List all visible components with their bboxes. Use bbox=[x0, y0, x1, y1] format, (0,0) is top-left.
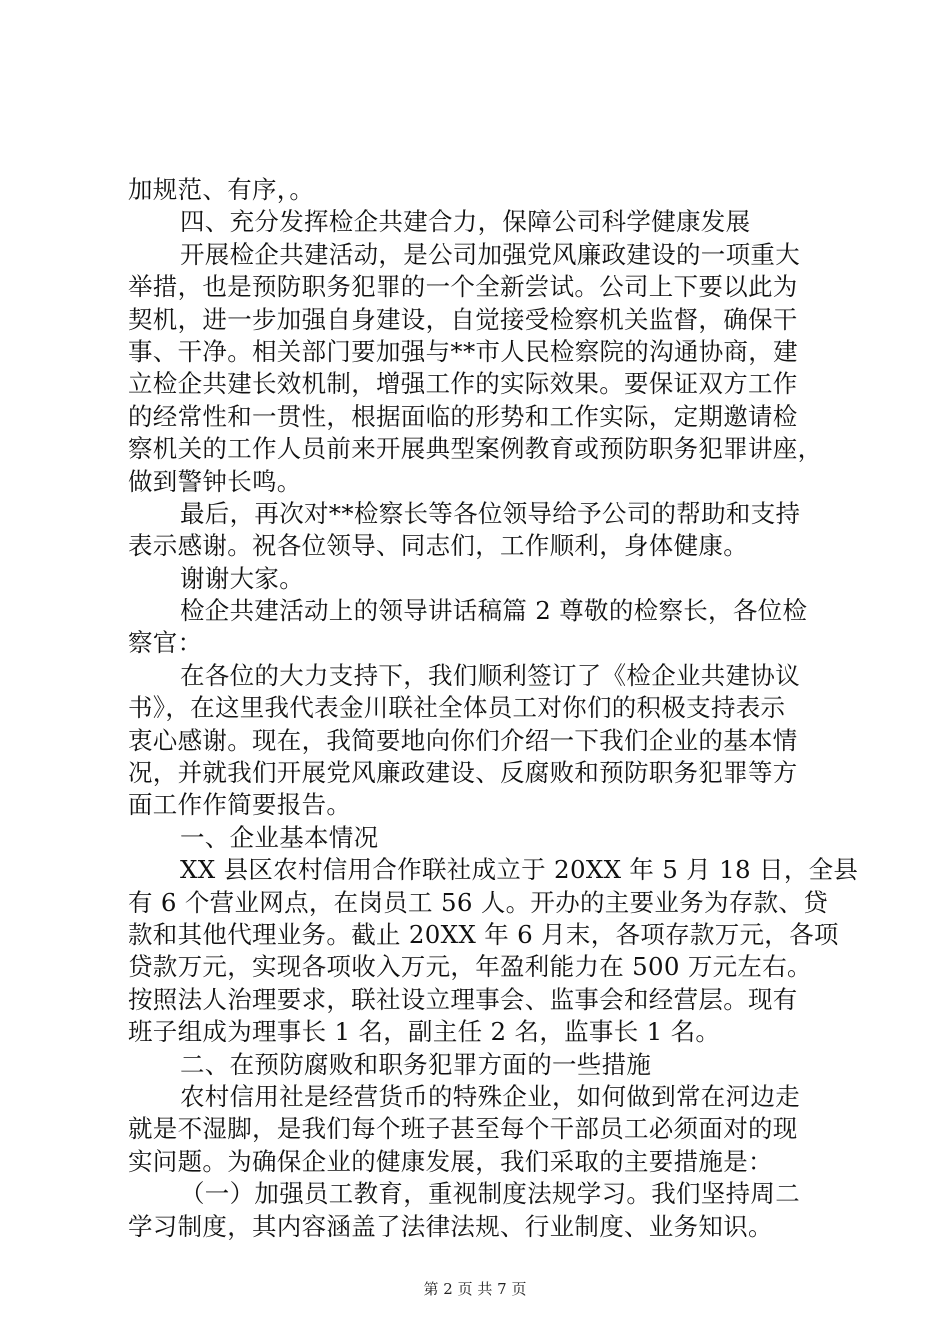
text-line: 察机关的工作人员前来开展典型案例教育或预防职务犯罪讲座， bbox=[128, 434, 823, 464]
text-line: 最后，再次对**检察长等各位领导给予公司的帮助和支持 bbox=[180, 498, 801, 528]
text-line: XX 县区农村信用合作联社成立于 20XX 年 5 月 18 日，全县 bbox=[180, 855, 859, 885]
text-line: 加规范、有序，。 bbox=[128, 175, 315, 204]
text-line: 款和其他代理业务。截止 20XX 年 6 月末，各项存款万元，各项 bbox=[128, 919, 839, 949]
text-line: 贷款万元，实现各项收入万元，年盈利能力在 500 万元左右。 bbox=[128, 952, 812, 982]
text-line: 有 6 个营业网点，在岗员工 56 人。开办的主要业务为存款、贷 bbox=[128, 887, 829, 917]
text-line: 四、充分发挥检企共建合力，保障公司科学健康发展 bbox=[180, 207, 751, 237]
text-line: 书》，在这里我代表金川联社全体员工对你们的积极支持表示 bbox=[128, 693, 786, 723]
text-line: 一、企业基本情况 bbox=[180, 822, 379, 852]
text-line: 衷心感谢。现在，我简要地向你们介绍一下我们企业的基本情 bbox=[128, 725, 798, 755]
text-line: 谢谢大家。 bbox=[180, 563, 304, 593]
text-line: 况，并就我们开展党风廉政建设、反腐败和预防职务犯罪等方 bbox=[128, 758, 798, 788]
text-line: 农村信用社是经营货币的特殊企业，如何做到常在河边走 bbox=[180, 1081, 800, 1111]
text-line: 察官： bbox=[128, 628, 203, 658]
text-line: 面工作作简要报告。 bbox=[128, 790, 352, 820]
text-line: 举措，也是预防职务犯罪的一个全新尝试。公司上下要以此为 bbox=[128, 272, 798, 302]
text-line: 二、在预防腐败和职务犯罪方面的一些措施 bbox=[180, 1049, 652, 1079]
text-line: 的经常性和一贯性，根据面临的形势和工作实际，定期邀请检 bbox=[128, 401, 798, 431]
text-line: （一）加强员工教育，重视制度法规学习。我们坚持周二 bbox=[180, 1179, 800, 1209]
text-line: 开展检企共建活动，是公司加强党风廉政建设的一项重大 bbox=[180, 239, 800, 269]
text-line: 就是不湿脚，是我们每个班子甚至每个干部员工必须面对的现 bbox=[128, 1114, 798, 1144]
document-body bbox=[128, 174, 859, 1243]
text-line: 契机，进一步加强自身建设，自觉接受检察机关监督，确保干 bbox=[128, 304, 798, 334]
text-line: 学习制度，其内容涵盖了法律法规、行业制度、业务知识。 bbox=[128, 1211, 773, 1241]
page-footer: 第 2 页 共 7 页 bbox=[423, 1280, 527, 1298]
text-line: 实问题。为确保企业的健康发展，我们采取的主要措施是： bbox=[128, 1146, 773, 1176]
text-line: 事、干净。相关部门要加强与**市人民检察院的沟通协商，建 bbox=[128, 336, 798, 366]
text-line: 班子组成为理事长 1 名，副主任 2 名，监事长 1 名。 bbox=[128, 1017, 721, 1047]
text-line: 做到警钟长鸣。 bbox=[128, 466, 302, 496]
text-line: 立检企共建长效机制，增强工作的实际效果。要保证双方工作 bbox=[128, 369, 798, 399]
text-line: 表示感谢。祝各位领导、同志们，工作顺利，身体健康。 bbox=[128, 531, 748, 561]
text-line: 在各位的大力支持下，我们顺利签订了《检企业共建协议 bbox=[180, 660, 800, 690]
text-line: 检企共建活动上的领导讲话稿篇 2 尊敬的检察长，各位检 bbox=[180, 596, 808, 626]
text-line: 按照法人治理要求，联社设立理事会、监事会和经营层。现有 bbox=[128, 984, 798, 1014]
